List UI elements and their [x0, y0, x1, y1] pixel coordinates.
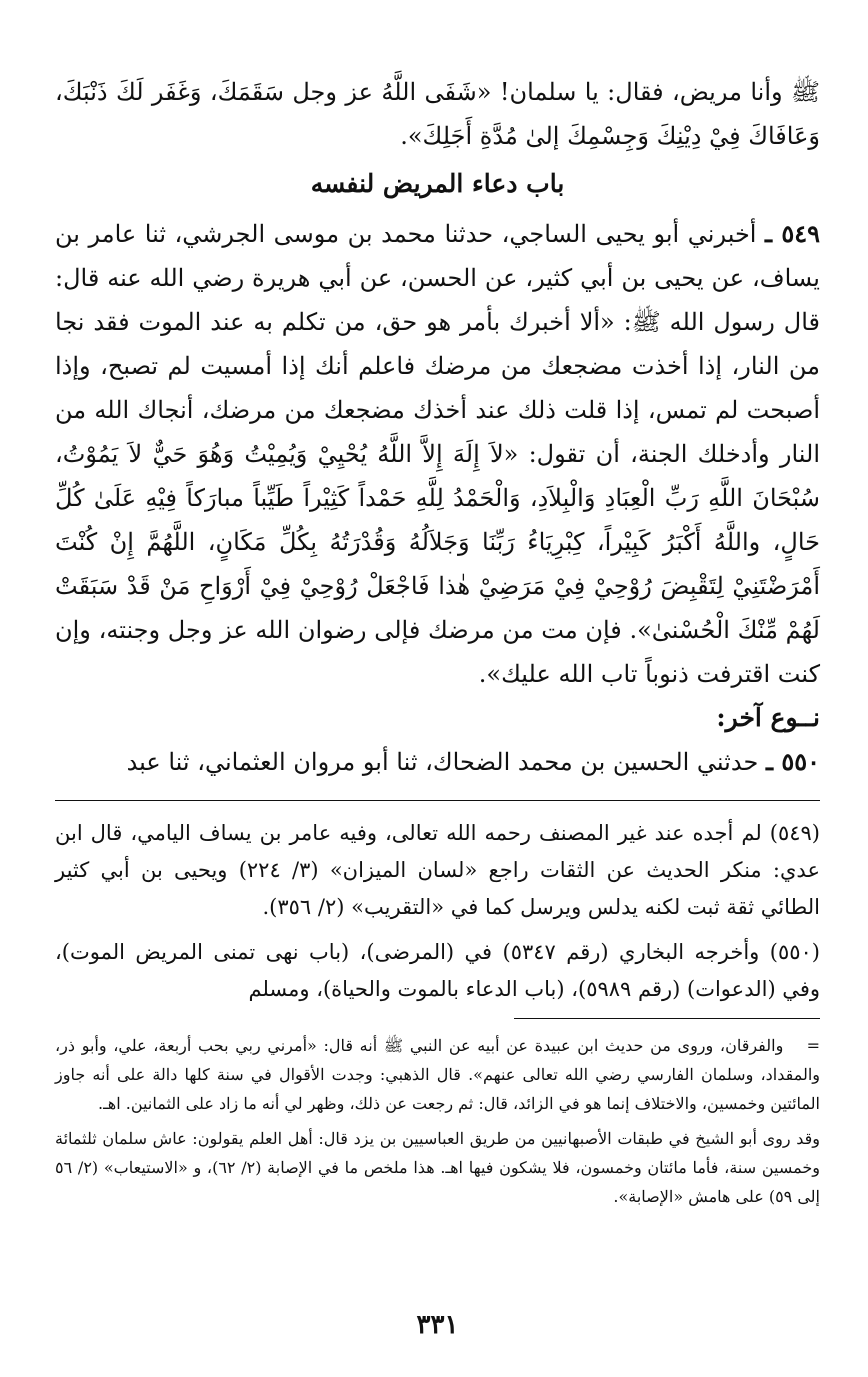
subnote-divider	[514, 1018, 820, 1019]
main-text	[55, 70, 820, 784]
hadith-550-text: حدثني الحسين بن محمد الضحاك، ثنا أبو مروان العثماني، ثنا عبد	[126, 748, 759, 776]
hadith-550-number: ٥٥٠ ـ	[765, 747, 820, 776]
footnote-550: (٥٥٠) وأخرجه البخاري (رقم ٥٣٤٧) في (المرضى)، (باب نهى تمنى المريض الموت)، وفي (الدعوات) (رقم ٥٩٨٩)، (باب الدعاء بالموت والحياة)، ومسلم	[55, 940, 820, 1001]
footnote-549: (٥٤٩) لم أجده عند غير المصنف رحمه الله تعالى، وفيه عامر بن يساف اليامي، قال ابن عدي: منكر الحديث عن الثقات راجع «لسان الميزان» (٣/ ٢٢٤) ويحيى بن أبي كثير الطائي ثقة ثبت لكنه يدلس ويرسل كما في «التقريب» (٢/ ٣٥٦).	[55, 821, 820, 919]
footnotes	[55, 815, 820, 1008]
book-page	[55, 70, 820, 1377]
hadith-549-text: أخبرني أبو يحيى الساجي، حدثنا محمد بن موسى الجرشي، ثنا عامر بن يساف، عن يحيى بن أبي كثير، عن الحسن، عن أبي هريرة رضي الله عنه قال: قال رسول الله ﷺ: «ألا أخبرك بأمر هو حق، من تكلم به عند الموت فقد نجا من النار، إذا أخذت مضجعك من مرضك فاعلم أنك إذا أمسيت لم تصبح، وإذا أصبحت لم تمس، إذا قلت ذلك عند أخذك مضجعك من مرضك، أنجاك الله من النار وأدخلك الجنة، أن تقول: «لاَ إِلَهَ إِلاَّ اللَّهُ يُحْيِيْ وَيُمِيْتُ وَهُوَ حَيٌّ لاَ يَمُوْتُ، سُبْحَانَ اللَّهِ رَبِّ الْعِبَادِ وَالْبِلاَدِ، وَالْحَمْدُ لِلَّهِ حَمْداً كَثِيْراً طَيِّباً مبارَكاً فِيْهِ عَلَىٰ كُلِّ حَالٍ، واللَّهُ أَكْبَرُ كَبِيْراً، كِبْرِيَاءُ رَبِّنَا وَجَلاَلُهُ وَقُدْرَتُهُ بِكُلِّ مَكَانٍ، اللَّهُمَّ إِنْ كُنْتَ أَمْرَضْتَنِيْ لِتَقْبِضَ رُوْحِيْ فِيْ مَرَضِيْ هٰذا فَاجْعَلْ رُوْحِيْ فِيْ أَرْوَاحِ مَنْ قَدْ سَبَقَتْ لَهُمْ مِّنْكَ الْحُسْنىٰ». فإن مت من مرضك فإلى رضوان الله عز وجل وجنته، وإن كنت اقترفت ذنوباً تاب الله عليك».	[55, 220, 820, 688]
hadith-550	[55, 740, 820, 784]
continued-note-1-text: والفرقان، وروى من حديث ابن عبيدة عن أبيه عن النبي ﷺ أنه قال: «أمرني ربي بحب أربعة، علي، وأبو ذر، والمقداد، وسلمان الفارسي رضي الله تعالى عنهم». قال الذهبي: وجدت الأقوال في سنة كلها دالة على أنه جاوز المائتين وخمسين، والاختلاف إنما هو في الزائد، قال: ثم رجعت عن ذلك، وظهر لي أنه ما زاد على الثمانين. اهـ.	[55, 1036, 820, 1113]
subheading: نــوع آخر:	[716, 703, 820, 732]
hadith-549	[55, 212, 820, 696]
opening-paragraph: ﷺ وأنا مريض، فقال: يا سلمان! «شَفَى اللَّهُ عز وجل سَقَمَكَ، وَغَفَر لَكَ ذَنْبَكَ، وَعَافَاكَ فِيْ دِيْنِكَ وَجِسْمِكَ إلىٰ مُدَّةِ أَجَلِكَ».	[55, 78, 820, 150]
footnote-divider	[55, 800, 820, 801]
continuation-mark: =	[806, 1036, 820, 1055]
continued-note-1	[55, 1031, 820, 1118]
chapter-heading: باب دعاء المريض لنفسه	[310, 169, 565, 198]
hadith-549-number: ٥٤٩ ـ	[765, 219, 820, 248]
continued-notes	[55, 1031, 820, 1211]
continued-note-2: وقد روى أبو الشيخ في طبقات الأصبهانيين من طريق العباسيين بن يزد قال: أهل العلم يقولون: عاش سلمان ثلثمائة وخمسين سنة، فأما مائتان وخمسون، فلا يشكون فيها اهـ. هذا ملخص ما في الإصابة (٢/ ٦٢)، و «الاستيعاب» (٢/ ٥٦ إلى ٥٩) على هامش «الإصابة».	[55, 1129, 821, 1206]
page-number: ٣٣١	[416, 1310, 459, 1340]
